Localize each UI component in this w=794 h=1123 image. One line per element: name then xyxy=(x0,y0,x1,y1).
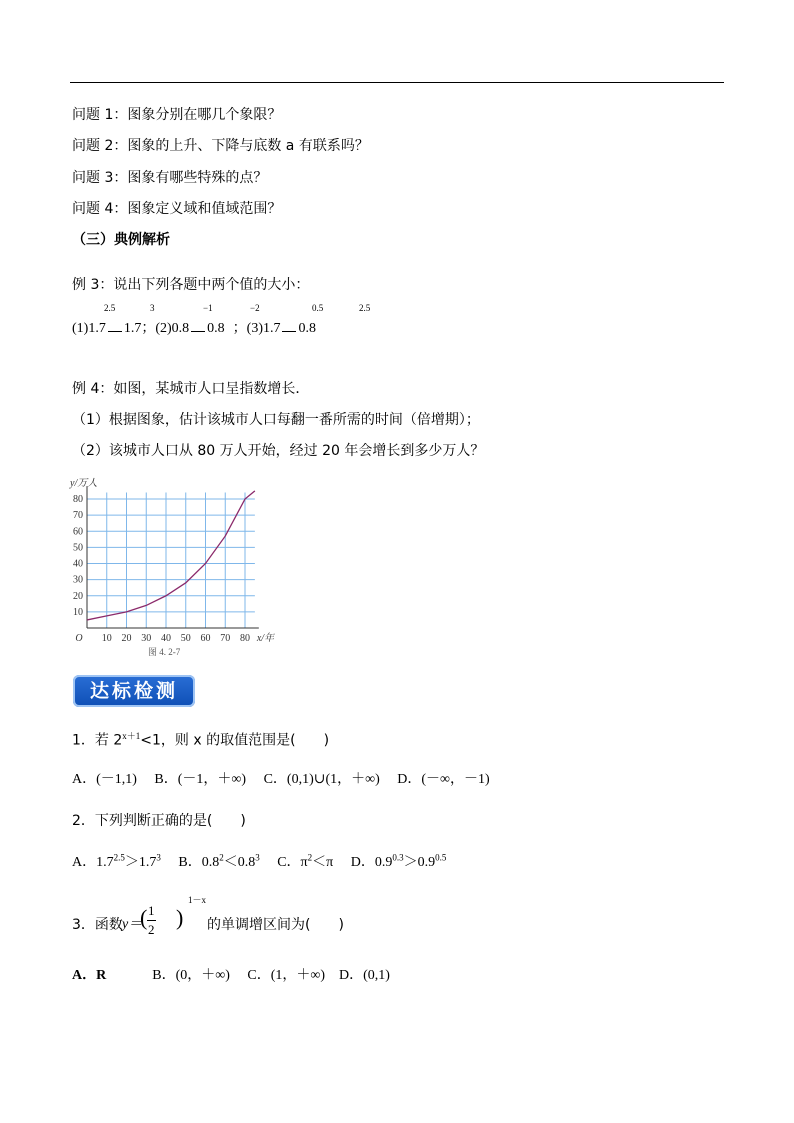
frac-bar xyxy=(147,920,156,921)
option-c-mid: ＜π xyxy=(312,855,334,870)
y-tick-label: 80 xyxy=(73,494,83,505)
option-a-mid: ＞1.7 xyxy=(124,855,157,870)
x-tick-label: 80 xyxy=(240,633,250,644)
test-q3-exp: 1－x xyxy=(188,895,207,905)
test-a2 xyxy=(72,851,446,871)
y-tick-label: 70 xyxy=(73,510,83,522)
expr-3a: ；(3)1.7 xyxy=(232,321,281,336)
test-a3 xyxy=(72,964,390,984)
blank-3[interactable] xyxy=(282,319,296,332)
blank-1[interactable] xyxy=(108,319,122,332)
origin-label: O xyxy=(75,633,83,644)
y-tick-label: 30 xyxy=(73,574,83,586)
option-c-exp1: 2 xyxy=(307,852,313,863)
x-tick-label: 50 xyxy=(180,633,191,644)
example-4-q2: （2）该城市人口从 80 万人开始，经过 20 年会增长到多少万人？ xyxy=(72,443,485,459)
y-axis-label: y/万人 xyxy=(70,478,98,489)
test-q1-rest: <1，则 x 的取值范围是( ) xyxy=(140,732,330,749)
q3-option-a: A．R xyxy=(72,968,107,983)
y-tick-label: 20 xyxy=(73,590,83,602)
q3-options-rest: B．(0，＋∞) C．(1，＋∞) D．(0,1) xyxy=(152,968,390,983)
x-axis-label: x/年 xyxy=(256,633,275,644)
expr-1a: (1)1.7 xyxy=(72,321,106,336)
expr-1b: 1.7 xyxy=(123,321,142,336)
option-d: D．0.9 xyxy=(350,855,393,870)
option-b-exp1: 2 xyxy=(219,852,224,863)
option-d-mid: ＞0.9 xyxy=(403,855,436,870)
x-tick-label: 30 xyxy=(141,633,152,644)
example-4-title: 例 4：如图，某城市人口呈指数增长． xyxy=(72,381,310,397)
question-3: 问题 3：图象有哪些特殊的点？ xyxy=(72,170,268,186)
x-tick-label: 10 xyxy=(101,633,112,644)
test-q3-rest: 的单调增区间为( ) xyxy=(207,917,344,933)
paren-left: ( xyxy=(140,905,148,930)
x-tick-label: 60 xyxy=(200,633,211,644)
population-chart xyxy=(68,474,288,660)
example-3-title: 例 3：说出下列各题中两个值的大小： xyxy=(72,277,310,293)
test-q1-exp: x＋1 xyxy=(122,731,141,741)
exp-6: 2.5 xyxy=(359,303,371,313)
chart-caption: 图 4. 2-7 xyxy=(148,647,181,657)
test-q2: 2．下列判断正确的是( ) xyxy=(72,813,246,829)
section-title: （三）典例解析 xyxy=(72,232,170,248)
expr-2b: 0.8 xyxy=(207,321,225,336)
section-banner: 达标检测 xyxy=(73,675,195,707)
example-4-q1: （1）根据图象，估计该城市人口每翻一番所需的时间（倍增期）； xyxy=(72,412,480,428)
option-d-exp1: 0.3 xyxy=(392,852,404,863)
header-rule xyxy=(70,82,724,83)
exp-2: 3 xyxy=(150,303,155,313)
x-tick-label: 70 xyxy=(220,633,231,644)
option-b-exp2: 3 xyxy=(255,852,260,863)
expr-3b: 0.8 xyxy=(298,321,316,336)
option-a-exp1: 2.5 xyxy=(113,852,125,863)
frac-den: 2 xyxy=(148,922,155,937)
question-2: 问题 2：图象的上升、下降与底数 a 有联系吗？ xyxy=(72,138,369,154)
x-tick-label: 40 xyxy=(161,633,171,644)
question-1: 问题 1：图象分别在哪几个象限？ xyxy=(72,107,282,123)
option-d-exp2: 0.5 xyxy=(435,852,447,863)
expr-2a: ；(2)0.8 xyxy=(141,321,190,336)
option-b: B．0.8 xyxy=(178,855,220,870)
question-4: 问题 4：图象定义域和值域范围？ xyxy=(72,201,282,217)
option-a-exp2: 3 xyxy=(156,852,161,863)
y-tick-label: 50 xyxy=(73,542,83,554)
test-q1 xyxy=(72,729,329,750)
option-b-mid: ＜0.8 xyxy=(223,855,256,870)
test-q3-y: y＝ xyxy=(122,917,143,932)
series-line-0 xyxy=(87,491,255,620)
frac-num: 1 xyxy=(148,903,155,918)
y-tick-label: 10 xyxy=(73,606,83,618)
exp-4: −2 xyxy=(250,303,260,313)
x-tick-label: 20 xyxy=(121,633,132,644)
example-3-expression xyxy=(72,317,316,337)
test-a1: A．(－1,1) B．(－1，＋∞) C．(0,1)∪(1，＋∞) D．(－∞，－1) xyxy=(72,772,490,787)
exp-1: 2.5 xyxy=(104,303,116,313)
blank-2[interactable] xyxy=(191,319,205,332)
option-a: A．1.7 xyxy=(72,855,114,870)
y-tick-label: 40 xyxy=(73,558,83,570)
exp-5: 0.5 xyxy=(312,303,324,313)
test-q3-pre: 3．函数 xyxy=(72,917,123,933)
y-tick-label: 60 xyxy=(73,526,83,538)
test-q1-num: 1．若 2 xyxy=(72,732,123,749)
exp-3: −1 xyxy=(203,303,213,313)
paren-right: ) xyxy=(176,905,184,930)
option-c: C．π xyxy=(277,855,308,870)
